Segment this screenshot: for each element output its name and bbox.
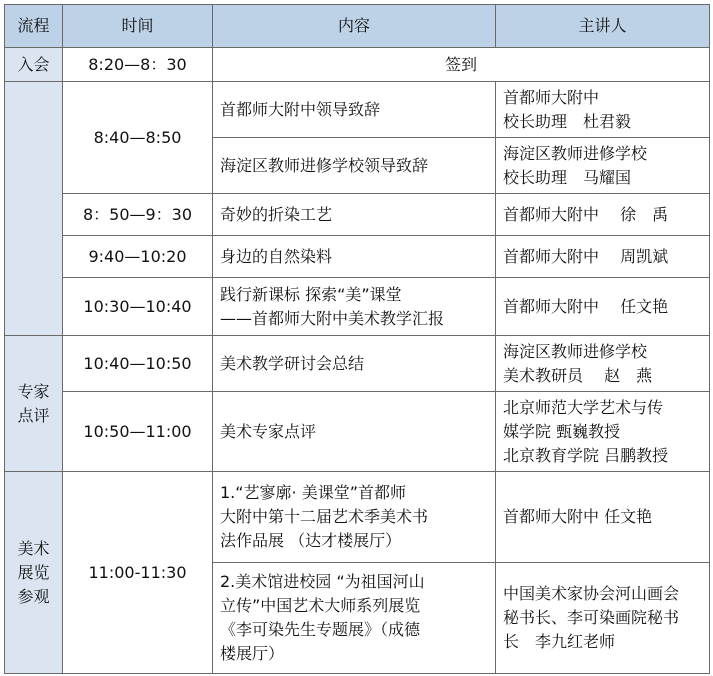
table-row bbox=[5, 278, 710, 336]
header-content: 内容 bbox=[213, 5, 496, 48]
phase-exhibit: 美术 展览 参观 bbox=[5, 472, 63, 674]
phase-review: 专家 点评 bbox=[5, 336, 63, 472]
speaker-cell: 海淀区教师进修学校 校长助理 马耀国 bbox=[496, 138, 710, 194]
time-cell: 11:00-11:30 bbox=[63, 472, 213, 674]
content-cell: 奇妙的折染工艺 bbox=[213, 194, 496, 236]
speaker-cell: 首都师大附中 周凯斌 bbox=[496, 236, 710, 278]
time-cell: 8：50—9：30 bbox=[63, 194, 213, 236]
content-cell: 签到 bbox=[213, 48, 710, 82]
time-cell: 10:50—11:00 bbox=[63, 392, 213, 472]
speaker-cell: 首都师大附中 校长助理 杜君毅 bbox=[496, 82, 710, 138]
table-row bbox=[5, 336, 710, 392]
time-cell: 8:20—8：30 bbox=[63, 48, 213, 82]
content-cell: 美术教学研讨会总结 bbox=[213, 336, 496, 392]
speaker-cell: 北京师范大学艺术与传 媒学院 甄巍教授 北京教育学院 吕鹏教授 bbox=[496, 392, 710, 472]
content-cell: 2.美术馆进校园 “为祖国河山 立传”中国艺术大师系列展览 《李可染先生专题展》（成德 楼展厅） bbox=[213, 563, 496, 674]
table-row bbox=[5, 82, 710, 138]
speaker-cell: 首都师大附中 任文艳 bbox=[496, 472, 710, 563]
header-speaker: 主讲人 bbox=[496, 5, 710, 48]
table-row bbox=[5, 194, 710, 236]
speaker-cell: 首都师大附中 徐 禹 bbox=[496, 194, 710, 236]
time-cell: 9:40—10:20 bbox=[63, 236, 213, 278]
content-cell: 践行新课标 探索“美”课堂 ——首都师大附中美术教学汇报 bbox=[213, 278, 496, 336]
header-row bbox=[5, 5, 710, 48]
table-row bbox=[5, 392, 710, 472]
schedule-table bbox=[4, 4, 710, 674]
header-phase: 流程 bbox=[5, 5, 63, 48]
phase-main bbox=[5, 82, 63, 336]
speaker-cell: 首都师大附中 任文艳 bbox=[496, 278, 710, 336]
speaker-cell: 中国美术家协会河山画会 秘书长、李可染画院秘书 长 李九红老师 bbox=[496, 563, 710, 674]
header-time: 时间 bbox=[63, 5, 213, 48]
table-row bbox=[5, 236, 710, 278]
content-cell: 美术专家点评 bbox=[213, 392, 496, 472]
content-cell: 1.“艺寥廓· 美课堂”首都师 大附中第十二届艺术季美术书 法作品展 （达才楼展厅） bbox=[213, 472, 496, 563]
time-cell: 8:40—8:50 bbox=[63, 82, 213, 194]
speaker-cell: 海淀区教师进修学校 美术教研员 赵 燕 bbox=[496, 336, 710, 392]
phase-checkin: 入会 bbox=[5, 48, 63, 82]
table-row bbox=[5, 48, 710, 82]
time-cell: 10:30—10:40 bbox=[63, 278, 213, 336]
content-cell: 海淀区教师进修学校领导致辞 bbox=[213, 138, 496, 194]
content-cell: 首都师大附中领导致辞 bbox=[213, 82, 496, 138]
table-row bbox=[5, 472, 710, 563]
content-cell: 身边的自然染料 bbox=[213, 236, 496, 278]
time-cell: 10:40—10:50 bbox=[63, 336, 213, 392]
